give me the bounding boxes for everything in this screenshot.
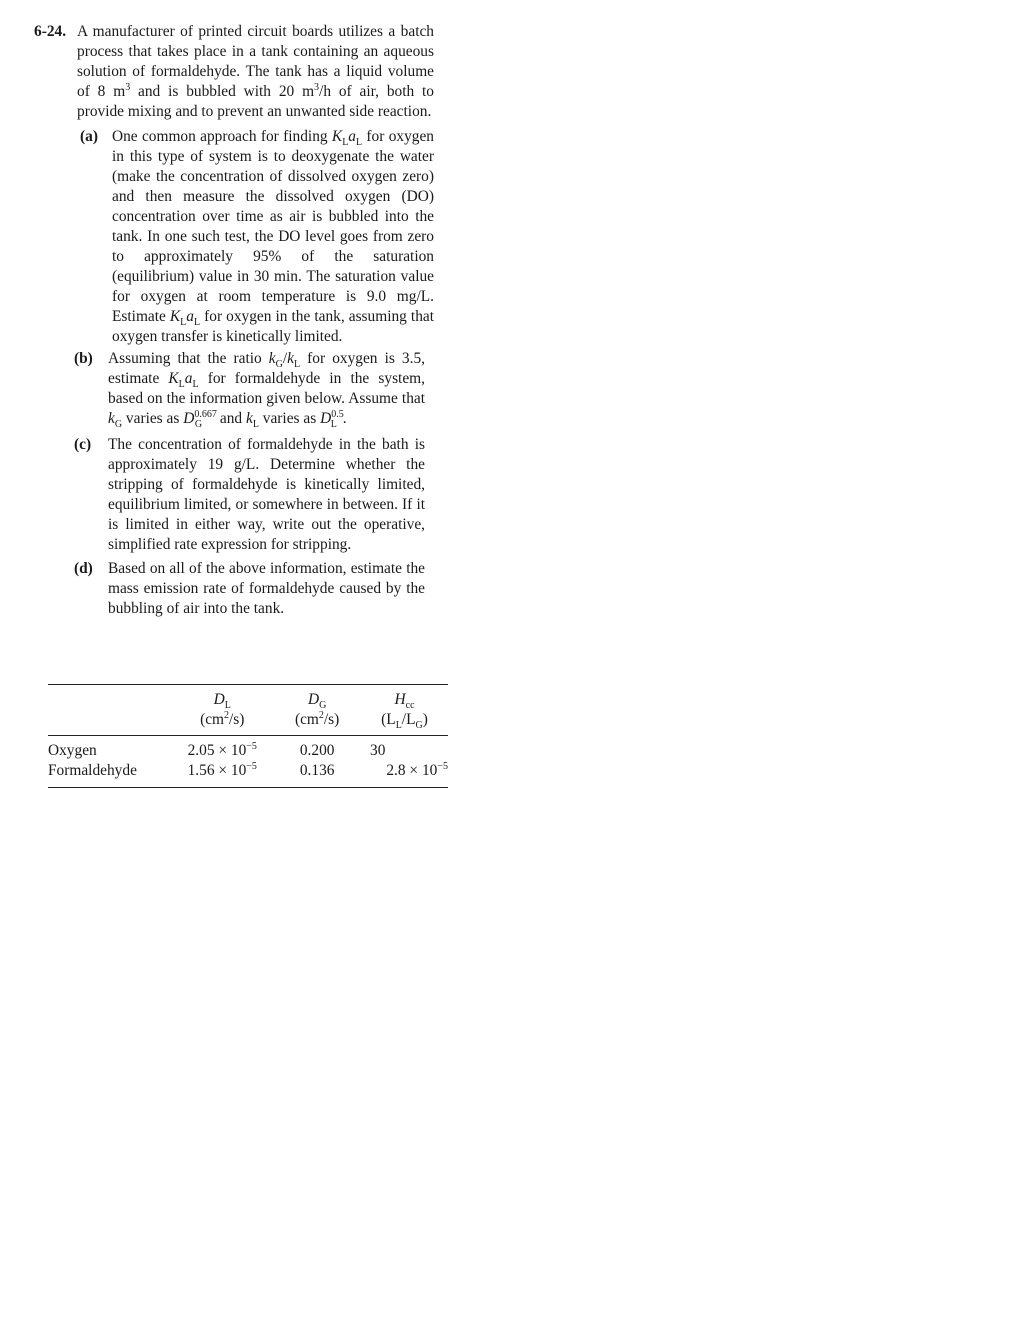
- problem-intro: A manufacturer of printed circuit boards utilizes a batch process that takes place in a tank containing an aqueous solution of formaldehyde. The tank has a liquid volume of 8 $m^3$ and is bubbled with 20 $m^3/h$ of air, both to provide mixing and to prevent an unwanted side reaction.: [77, 23, 435, 120]
- part-c: (c) The concentration of formaldehyde in the bath is approximately 19 g/L. Determine whether the stripping of formaldehyde is kinetically limited, equilibrium limited, or somewhere in between. If it is limited in either way, write out the operative, simplified rate expression for stripping.: [74, 436, 425, 553]
- unit-dg: $(cm^2/s)$: [294, 709, 340, 728]
- cell-hcc: 30: [370, 742, 386, 759]
- part-b: (b) Assuming that the ratio $k_G/k_L$ for oxygen is 3.5, estimate $K_La_L$ for formaldehyde in the system, based on the information given below. Assume that $k_G$ varies as $D^{0.667}_G$ and $k_L$ varies as $D^{0.5}_L$ .: [74, 350, 425, 431]
- part-a: (a) One common approach for finding $K_La_L$ for oxygen in this type of system is to deoxygenate the water (make the concentration of dissolved oxygen zero) and then measure the dissolved oxygen (DO) concentration over time as air is bubbled into the tank. In one such test, the DO level goes from zero to approximately 95% of the saturation (equilibrium) value in 30 min. The saturation value for oxygen at room temperature is 9.0 mg/L. Estimate $K_La_L$ for oxygen in the tank, assuming that oxygen transfer is kinetically limited.: [80, 128, 435, 345]
- kl-symbol: $k_L$: [245, 410, 259, 431]
- unit-hcc: $(L_L/L_G)$: [381, 711, 428, 732]
- kla-symbol: $K_La_L$: [168, 370, 199, 391]
- kg-kl-ratio-symbol: $k_G/k_L$: [268, 350, 301, 371]
- problem-number: 6-24.: [34, 23, 67, 40]
- problem-6-24: [34, 22, 434, 619]
- cell-dl: $2.05 \times 10^{-5}$: [187, 740, 257, 759]
- dg-power-symbol: $D^{0.667}_G$: [183, 408, 217, 431]
- table-units-row: [48, 710, 448, 736]
- unit-dl: $(cm^2/s)$: [200, 709, 245, 728]
- property-table: [48, 684, 448, 788]
- cell-hcc: $2.8 \times 10^{-5}$: [386, 760, 448, 779]
- kla-symbol: $K_La_L$: [331, 128, 363, 149]
- row-name: Oxygen: [48, 742, 97, 759]
- col-header-dl: $D_L$: [213, 691, 231, 712]
- dl-power-symbol: $D^{0.5}_L$: [320, 408, 344, 431]
- cell-dg: 0.200: [299, 742, 335, 759]
- col-header-dg: $D_G$: [307, 691, 327, 712]
- diffusivity-henry-table: [48, 684, 448, 788]
- row-name: Formaldehyde: [48, 762, 137, 779]
- cell-dl: $1.56 \times 10^{-5}$: [187, 760, 257, 779]
- part-c-label: (c): [74, 436, 92, 453]
- table-row: [48, 761, 448, 788]
- part-d-label: (d): [74, 560, 93, 577]
- kla-symbol: $K_La_L$: [169, 308, 201, 329]
- part-d: (d) Based on all of the above information, estimate the mass emission rate of formaldehyde caused by the bubbling of air into the tank.: [74, 560, 425, 617]
- part-a-label: (a): [80, 128, 98, 145]
- col-header-hcc: $H_{cc}$: [394, 691, 415, 712]
- part-b-label: (b): [74, 350, 93, 367]
- cell-dg: 0.136: [299, 762, 335, 779]
- problem-statement: [34, 22, 434, 122]
- table-header-row: [48, 685, 448, 711]
- kg-symbol: $k_G$: [108, 410, 123, 431]
- table-row: [48, 736, 448, 762]
